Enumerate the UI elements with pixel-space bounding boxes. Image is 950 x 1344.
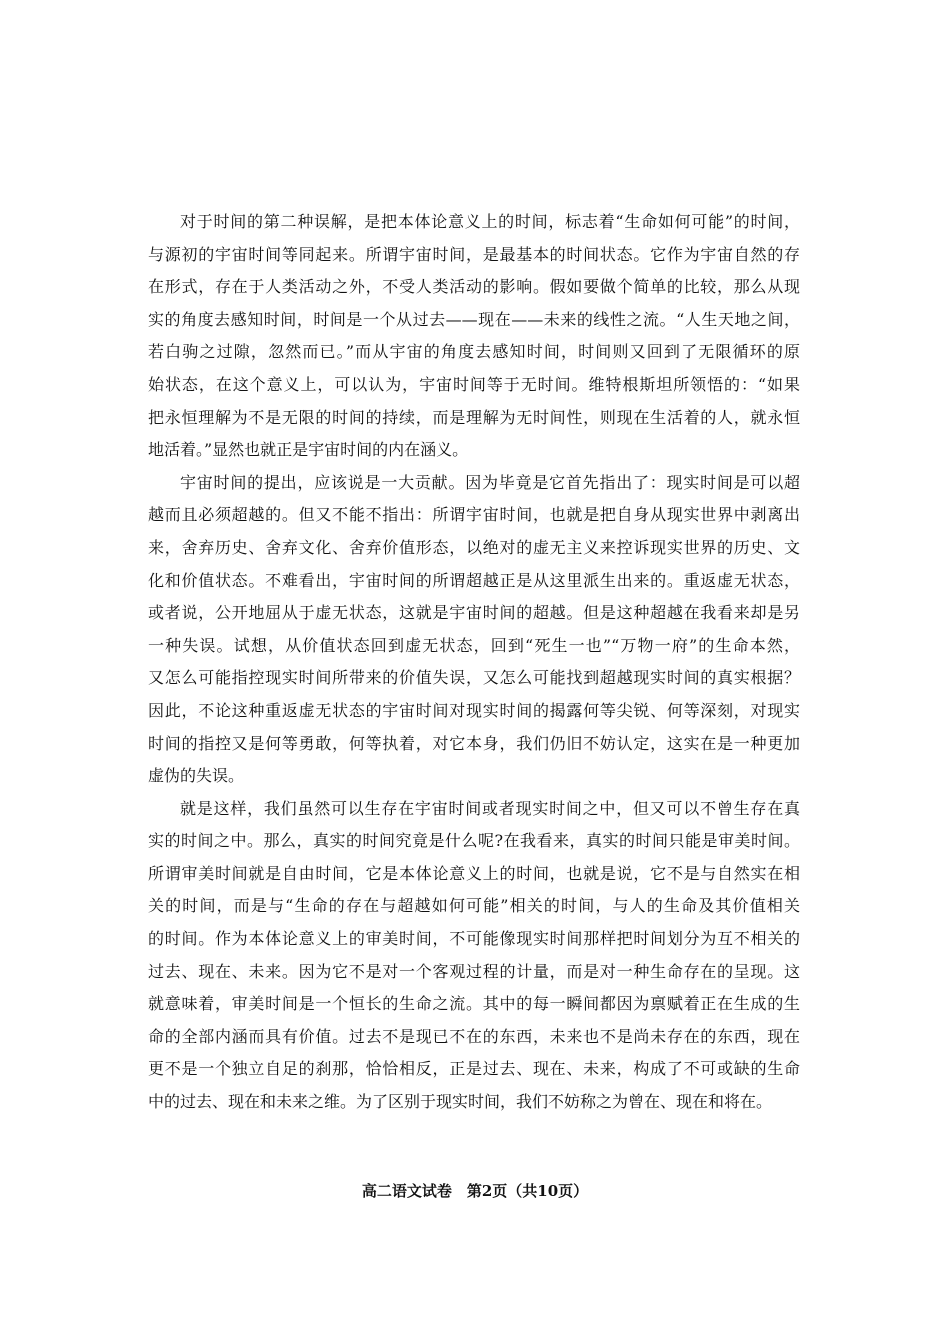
text-line: 在形式，存在于人类活动之外，不受人类活动的影响。假如要做个简单的比较，那么从现	[148, 277, 800, 297]
page-footer: 高二语文试卷 第2页（共10页）	[361, 1182, 589, 1200]
text-line: 时间的指控又是何等勇敢，何等执着，对它本身，我们仍旧不妨认定，这实在是一种更加	[148, 733, 800, 753]
text-line: 虚伪的失误。	[148, 766, 245, 786]
text-line: 一种失误。试想，从价值状态回到虚无状态，回到“死生一也”“万物一府”的生命本然，	[148, 635, 800, 655]
text-line: 宇宙时间的提出，应该说是一大贡献。因为毕竟是它首先指出了：现实时间是可以超	[180, 472, 800, 492]
text-line: 实的时间之中。那么，真实的时间究竟是什么呢?在我看来，真实的时间只能是审美时间。	[148, 831, 800, 851]
text-line: 始状态，在这个意义上，可以认为，宇宙时间等于无时间。维特根斯坦所领悟的：“如果	[148, 374, 800, 394]
paragraph	[148, 467, 800, 793]
text-line: 又怎么可能指控现实时间所带来的价值失误，又怎么可能找到超越现实时间的真实根据？	[148, 668, 800, 688]
text-line: 中的过去、现在和未来之维。为了区别于现实时间，我们不妨称之为曾在、现在和将在。	[148, 1092, 773, 1112]
document-body	[148, 206, 800, 1119]
text-line: 因此，不论这种重返虚无状态的宇宙时间对现实时间的揭露何等尖锐、何等深刻，对现实	[148, 700, 800, 720]
text-line: 所谓审美时间就是自由时间，它是本体论意义上的时间，也就是说，它不是与自然实在相	[148, 863, 800, 883]
text-line: 化和价值状态。不难看出，宇宙时间的所谓超越正是从这里派生出来的。重返虚无状态，	[148, 570, 800, 590]
text-line: 就意味着，审美时间是一个恒长的生命之流。其中的每一瞬间都因为禀赋着正在生成的生	[148, 994, 800, 1014]
text-line: 关的时间，而是与“生命的存在与超越如何可能”相关的时间，与人的生命及其价值相关	[148, 896, 800, 916]
text-line: 命的全部内涵而具有价值。过去不是现已不在的东西，未来也不是尚未存在的东西，现在	[148, 1026, 800, 1046]
text-line: 更不是一个独立自足的刹那，恰恰相反，正是过去、现在、未来，构成了不可或缺的生命	[148, 1059, 800, 1079]
text-line: 把永恒理解为不是无限的时间的持续，而是理解为无时间性，则现在生活着的人，就永恒	[148, 407, 800, 427]
text-line: 过去、现在、未来。因为它不是对一个客观过程的计量，而是对一种生命存在的呈现。这	[148, 961, 800, 981]
text-line: 就是这样，我们虽然可以生存在宇宙时间或者现实时间之中，但又可以不曾生存在真	[180, 798, 800, 818]
text-line: 对于时间的第二种误解，是把本体论意义上的时间，标志着“生命如何可能”的时间，	[180, 212, 800, 231]
text-line: 地活着。”显然也就正是宇宙时间的内在涵义。	[148, 440, 469, 460]
text-line: 若白驹之过隙，忽然而已。”而从宇宙的角度去感知时间，时间则又回到了无限循环的原	[148, 342, 800, 362]
text-line: 实的角度去感知时间，时间是一个从过去——现在——未来的线性之流。“人生天地之间，	[148, 309, 800, 329]
text-line: 越而且必须超越的。但又不能不指出：所谓宇宙时间，也就是把自身从现实世界中剥离出	[148, 505, 800, 525]
text-line: 与源初的宇宙时间等同起来。所谓宇宙时间，是最基本的时间状态。它作为宇宙自然的存	[148, 244, 800, 264]
text-line: 的时间。作为本体论意义上的审美时间，不可能像现实时间那样把时间划分为互不相关的	[148, 929, 800, 949]
text-line: 来，舍弃历史、舍弃文化、舍弃价值形态，以绝对的虚无主义来控诉现实世界的历史、文	[148, 537, 800, 557]
text-line: 或者说，公开地屈从于虚无状态，这就是宇宙时间的超越。但是这种超越在我看来却是另	[148, 603, 800, 623]
paragraph	[148, 793, 800, 1119]
paragraph	[148, 206, 800, 467]
